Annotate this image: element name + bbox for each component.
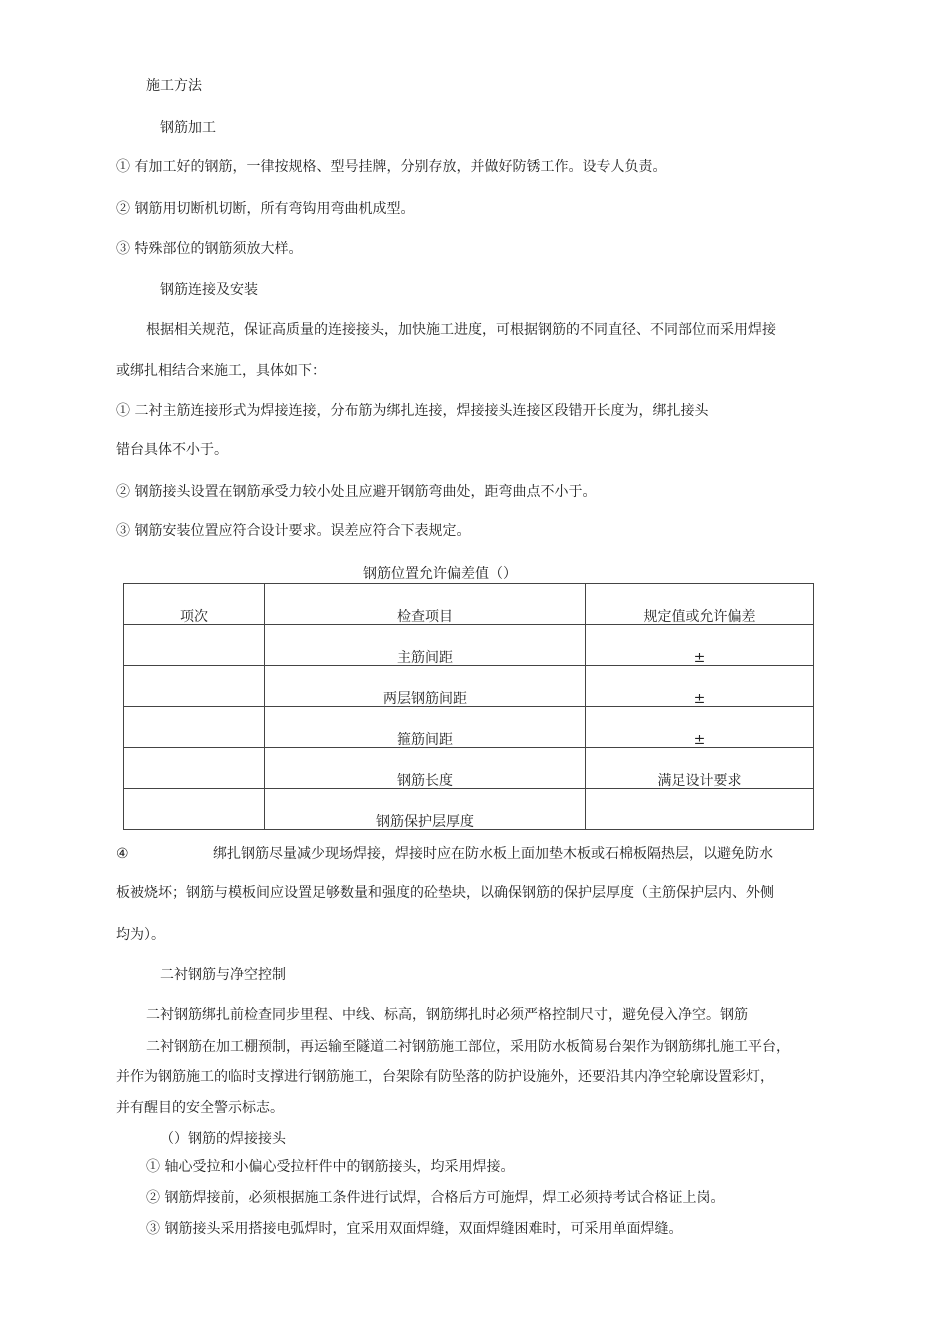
table-cell [586,789,814,830]
table-row [124,748,814,789]
paragraph-line: 并有醒目的安全警示标志。 [116,1100,284,1116]
paragraph-line: 或绑扎相结合来施工，具体如下： [116,363,326,379]
table-row [124,625,814,666]
table-cell: 钢筋长度 [265,748,586,789]
list-item: ② 钢筋用切断机切断，所有弯钩用弯曲机成型。 [116,201,415,217]
list-item: ③ 特殊部位的钢筋须放大样。 [116,241,303,257]
table-cell [124,707,265,748]
list-item: ③ 钢筋安装位置应符合设计要求。误差应符合下表规定。 [116,523,471,539]
table-cell [124,625,265,666]
table-cell [124,666,265,707]
table-cell: 钢筋保护层厚度 [265,789,586,830]
table-row [124,789,814,830]
table-cell [124,748,265,789]
table-cell: 箍筋间距 [265,707,586,748]
section-title-rebar-processing: 钢筋加工 [160,120,216,136]
section-title-welding-joints: （）钢筋的焊接接头 [160,1131,286,1147]
table-cell: 主筋间距 [265,625,586,666]
table-cell: 满足设计要求 [586,748,814,789]
section-title-rebar-connection: 钢筋连接及安装 [160,282,258,298]
list-marker: ④ [116,846,129,862]
list-item: ① 轴心受拉和小偏心受拉杆件中的钢筋接头，均采用焊接。 [146,1159,515,1175]
paragraph-line: 根据相关规范，保证高质量的连接接头，加快施工进度，可根据钢筋的不同直径、不同部位而采用焊接 [146,322,776,338]
paragraph-line: 二衬钢筋在加工棚预制，再运输至隧道二衬钢筋施工部位，采用防水板简易台架作为钢筋绑扎施工平台， [146,1039,790,1055]
table-row [124,666,814,707]
section-title-clearance-control: 二衬钢筋与净空控制 [160,967,286,983]
paragraph-line: 均为）。 [116,927,165,943]
table-cell: 两层钢筋间距 [265,666,586,707]
heading-method: 施工方法 [146,78,202,94]
tolerance-table [123,583,814,830]
list-item: ② 钢筋接头设置在钢筋承受力较小处且应避开钢筋弯曲处，距弯曲点不小于。 [116,484,597,500]
table-header-cell: 检查项目 [265,584,586,625]
table-cell: ± [586,666,814,707]
table-header-row [124,584,814,625]
table-header-cell: 规定值或允许偏差 [586,584,814,625]
table-header-cell: 项次 [124,584,265,625]
paragraph-line: 并作为钢筋施工的临时支撑进行钢筋施工，台架除有防坠落的防护设施外，还要沿其内净空轮廓设置彩灯， [116,1069,774,1085]
paragraph-line: 二衬钢筋绑扎前检查同步里程、中线、标高，钢筋绑扎时必须严格控制尺寸，避免侵入净空。钢筋 [146,1007,748,1023]
list-item: ① 二衬主筋连接形式为焊接连接，分布筋为绑扎连接，焊接接头连接区段错开长度为，绑扎接头 [116,403,709,419]
paragraph-line: 绑扎钢筋尽量减少现场焊接，焊接时应在防水板上面加垫木板或石棉板隔热层，以避免防水 [213,846,773,862]
table-cell: ± [586,625,814,666]
table-row [124,707,814,748]
list-item: ② 钢筋焊接前，必须根据施工条件进行试焊，合格后方可施焊，焊工必须持考试合格证上岗。 [146,1190,725,1206]
paragraph-line: 错台具体不小于。 [116,442,228,458]
list-item: ① 有加工好的钢筋，一律按规格、型号挂牌，分别存放，并做好防锈工作。设专人负责。 [116,159,667,175]
paragraph-line: 板被烧坏；钢筋与模板间应设置足够数量和强度的砼垫块，以确保钢筋的保护层厚度（主筋保护层内、外侧 [116,885,774,901]
table-cell: ± [586,707,814,748]
list-item: ③ 钢筋接头采用搭接电弧焊时，宜采用双面焊缝，双面焊缝困难时，可采用单面焊缝。 [146,1221,683,1237]
table-caption: 钢筋位置允许偏差值（） [363,566,517,582]
table-cell [124,789,265,830]
